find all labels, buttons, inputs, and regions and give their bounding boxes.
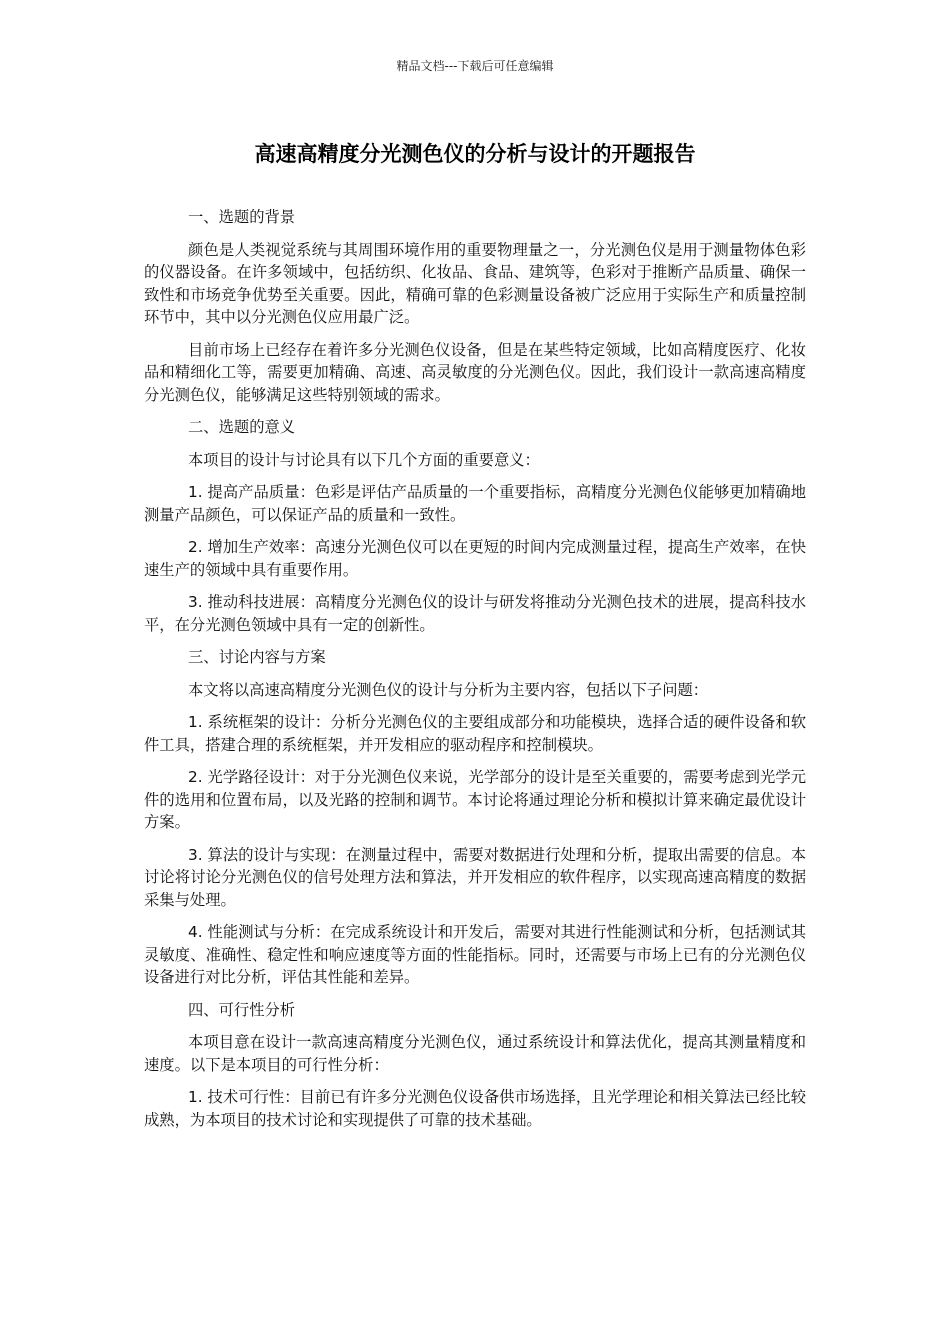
body-paragraph: 本项目意在设计一款高速高精度分光测色仪，通过系统设计和算法优化，提高其测量精度和速度。以下是本项目的可行性分析： [144, 1033, 806, 1074]
section-heading-significance: 二、选题的意义 [188, 418, 296, 436]
section-heading-background: 一、选题的背景 [188, 208, 296, 226]
section-heading-research-content: 三、讨论内容与方案 [188, 648, 326, 666]
page-header: 精品文档---下载后可任意编辑 [396, 59, 554, 73]
body-paragraph: 目前市场上已经存在着许多分光测色仪设备，但是在某些特定领域，比如高精度医疗、化妆品和精细化工等，需要更加精确、高速、高灵敏度的分光测色仪。因此，我们设计一款高速高精度分光测色仪，能够满足这些特别领域的需求。 [144, 340, 806, 404]
body-paragraph: 本项目的设计与讨论具有以下几个方面的重要意义： [188, 450, 540, 469]
list-item: 2. 增加生产效率：高速分光测色仪可以在更短的时间内完成测量过程，提高生产效率，在快速生产的领域中具有重要作用。 [144, 538, 806, 579]
list-item: 3. 算法的设计与实现：在测量过程中，需要对数据进行处理和分析，提取出需要的信息。本讨论将讨论分光测色仪的信号处理方法和算法，并开发相应的软件程序，以实现高速高精度的数据采集与处理。 [144, 845, 806, 909]
section-heading-feasibility: 四、可行性分析 [188, 1000, 296, 1019]
document-body [144, 206, 806, 1141]
body-paragraph: 本文将以高速高精度分光测色仪的设计与分析为主要内容，包括以下子问题： [188, 680, 709, 699]
body-paragraph: 颜色是人类视觉系统与其周围环境作用的重要物理量之一，分光测色仪是用于测量物体色彩的仪器设备。在许多领域中，包括纺织、化妆品、食品、建筑等，色彩对于推断产品质量、确保一致性和市场竞争优势至关重要。因此，精确可靠的色彩测量设备被广泛应用于实际生产和质量控制环节中，其中以分光测色仪应用最广泛。 [144, 240, 806, 326]
list-item: 1. 系统框架的设计：分析分光测色仪的主要组成部分和功能模块，选择合适的硬件设备和软件工具，搭建合理的系统框架，并开发相应的驱动程序和控制模块。 [144, 713, 806, 754]
list-item: 1. 提高产品质量：色彩是评估产品质量的一个重要指标，高精度分光测色仪能够更加精确地测量产品颜色，可以保证产品的质量和一致性。 [144, 483, 806, 524]
list-item: 2. 光学路径设计：对于分光测色仪来说，光学部分的设计是至关重要的，需要考虑到光学元件的选用和位置布局，以及光路的控制和调节。本讨论将通过理论分析和模拟计算来确定最优设计方案。 [144, 768, 806, 831]
document-title: 高速高精度分光测色仪的分析与设计的开题报告 [254, 142, 696, 166]
list-item: 4. 性能测试与分析：在完成系统设计和开发后，需要对其进行性能测试和分析，包括测试其灵敏度、准确性、稳定性和响应速度等方面的性能指标。同时，还需要与市场上已有的分光测色仪设备进行对比分析，评估其性能和差异。 [144, 923, 806, 986]
list-item: 1. 技术可行性：目前已有许多分光测色仪设备供市场选择，且光学理论和相关算法已经比较成熟，为本项目的技术讨论和实现提供了可靠的技术基础。 [144, 1088, 806, 1129]
list-item: 3. 推动科技进展：高精度分光测色仪的设计与研发将推动分光测色技术的进展，提高科技水平，在分光测色领域中具有一定的创新性。 [144, 593, 806, 634]
